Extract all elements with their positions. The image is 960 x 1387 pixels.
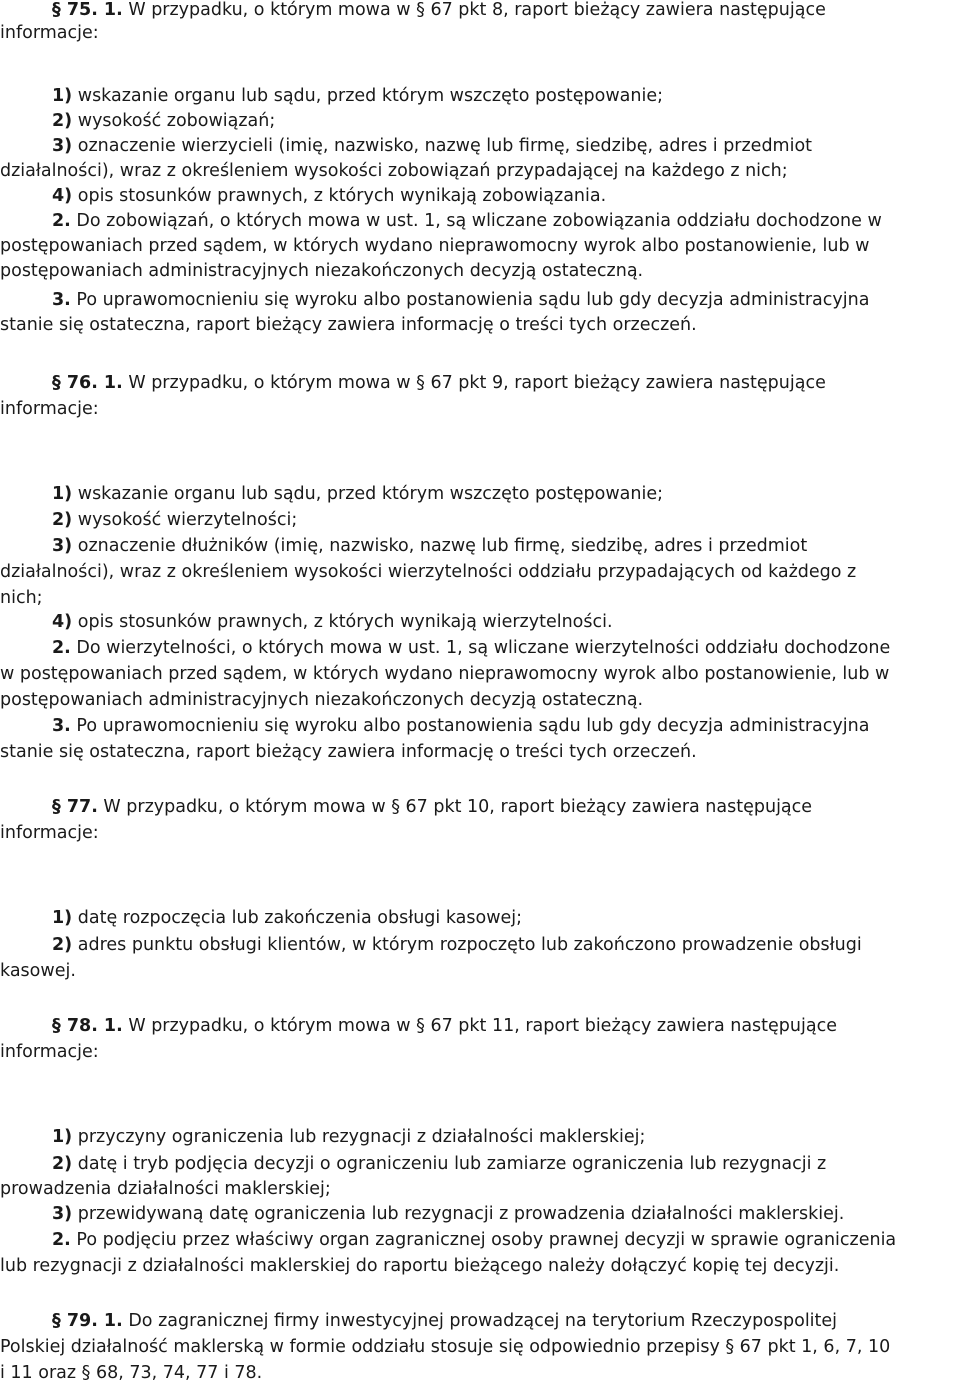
section-number: § 76. 1.	[52, 373, 123, 393]
s78-item-2-cont: prowadzenia działalności maklerskiej;	[0, 1179, 331, 1199]
item-number: 2)	[52, 935, 73, 955]
s75-para-3	[52, 288, 869, 312]
para-number: 3.	[52, 290, 71, 310]
s76-item-2	[52, 508, 297, 532]
item-number: 2)	[52, 1154, 73, 1174]
section-75-heading	[52, 0, 826, 22]
section-75-heading-cont: informacje:	[0, 23, 99, 43]
s75-item-2	[52, 109, 275, 133]
section-77-heading-cont: informacje:	[0, 823, 99, 843]
item-text: datę i tryb podjęcia decyzji o ograniczeniu lub zamiarze ograniczenia lub rezygnacji z	[72, 1154, 827, 1174]
item-number: 4)	[52, 612, 73, 632]
item-number: 3)	[52, 536, 73, 556]
s78-para-2-cont: lub rezygnacji z działalności maklerskiej do raportu bieżącego należy dołączyć kopię tej decyzji.	[0, 1256, 840, 1276]
item-text: wskazanie organu lub sądu, przed którym wszczęto postępowanie;	[72, 86, 664, 106]
s75-item-1	[52, 84, 663, 108]
s78-item-1	[52, 1125, 645, 1149]
item-number: 3)	[52, 1204, 73, 1224]
item-number: 2)	[52, 510, 73, 530]
section-text: W przypadku, o którym mowa w § 67 pkt 9, raport bieżący zawiera następujące	[122, 373, 826, 393]
para-text: Po uprawomocnieniu się wyroku albo postanowienia sądu lub gdy decyzja administracyjna	[70, 716, 870, 736]
item-text: przewidywaną datę ograniczenia lub rezygnacji z prowadzenia działalności maklerskiej.	[72, 1204, 845, 1224]
item-number: 2)	[52, 111, 73, 131]
para-number: 2.	[52, 1230, 71, 1250]
para-text: Po podjęciu przez właściwy organ zagranicznej osoby prawnej decyzji w sprawie ograniczenia	[70, 1230, 897, 1250]
s78-item-3	[52, 1202, 844, 1226]
s76-para-2-cont1: w postępowaniach przed sądem, w których wydano nieprawomocny wyrok albo postanowienie, lub w	[0, 664, 890, 684]
s76-item-3-cont1: działalności), wraz z określeniem wysokości wierzytelności oddziału przypadających od każdego z	[0, 562, 857, 582]
para-number: 2.	[52, 211, 71, 231]
item-text: oznaczenie dłużników (imię, nazwisko, nazwę lub firmę, siedzibę, adres i przedmiot	[72, 536, 808, 556]
item-text: przyczyny ograniczenia lub rezygnacji z działalności maklerskiej;	[72, 1127, 646, 1147]
item-text: datę rozpoczęcia lub zakończenia obsługi kasowej;	[72, 908, 523, 928]
s75-para-2-cont1: postępowaniach przed sądem, w których wydano nieprawomocny wyrok albo postanowienie, lub w	[0, 236, 870, 256]
para-text: Do zobowiązań, o których mowa w ust. 1, są wliczane zobowiązania oddziału dochodzone w	[70, 211, 882, 231]
section-76-heading	[52, 371, 826, 395]
item-text: wysokość wierzytelności;	[72, 510, 298, 530]
s76-item-1	[52, 482, 663, 506]
s75-item-4	[52, 184, 606, 208]
section-78-heading-cont: informacje:	[0, 1042, 99, 1062]
para-number: 2.	[52, 638, 71, 658]
item-number: 3)	[52, 136, 73, 156]
para-number: 3.	[52, 716, 71, 736]
section-text: W przypadku, o którym mowa w § 67 pkt 11, raport bieżący zawiera następujące	[122, 1016, 837, 1036]
section-number: § 75. 1.	[52, 0, 123, 20]
section-text: W przypadku, o którym mowa w § 67 pkt 8, raport bieżący zawiera następujące	[122, 0, 826, 20]
section-76-heading-cont: informacje:	[0, 399, 99, 419]
s77-item-2	[52, 933, 862, 957]
item-number: 4)	[52, 186, 73, 206]
s78-para-2	[52, 1228, 896, 1252]
item-text: opis stosunków prawnych, z których wynikają zobowiązania.	[72, 186, 607, 206]
s76-item-3-cont2: nich;	[0, 588, 43, 608]
s76-para-3-cont: stanie się ostateczna, raport bieżący zawiera informację o treści tych orzeczeń.	[0, 742, 697, 762]
s75-item-3-cont: działalności), wraz z określeniem wysokości zobowiązań przypadającej na każdego z nich;	[0, 161, 788, 181]
s76-para-2-cont2: postępowaniach administracyjnych niezakończonych decyzją ostateczną.	[0, 690, 644, 710]
item-text: wysokość zobowiązań;	[72, 111, 276, 131]
item-number: 1)	[52, 86, 73, 106]
s77-item-1	[52, 906, 522, 930]
section-number: § 78. 1.	[52, 1016, 123, 1036]
item-text: wskazanie organu lub sądu, przed którym wszczęto postępowanie;	[72, 484, 664, 504]
section-text: Do zagranicznej firmy inwestycyjnej prowadzącej na terytorium Rzeczypospolitej	[122, 1311, 838, 1331]
para-text: Do wierzytelności, o których mowa w ust. 1, są wliczane wierzytelności oddziału dochodzone	[70, 638, 891, 658]
s76-para-2	[52, 636, 890, 660]
s76-item-4	[52, 610, 613, 634]
s76-para-3	[52, 714, 869, 738]
s79-cont-2: i 11 oraz § 68, 73, 74, 77 i 78.	[0, 1363, 263, 1383]
section-text: W przypadku, o którym mowa w § 67 pkt 10, raport bieżący zawiera następujące	[97, 797, 813, 817]
item-text: oznaczenie wierzycieli (imię, nazwisko, nazwę lub firmę, siedzibę, adres i przedmiot	[72, 136, 813, 156]
s75-para-3-cont: stanie się ostateczna, raport bieżący zawiera informację o treści tych orzeczeń.	[0, 315, 697, 335]
s75-item-3	[52, 134, 812, 158]
section-number: § 77.	[52, 797, 98, 817]
section-number: § 79. 1.	[52, 1311, 123, 1331]
item-number: 1)	[52, 484, 73, 504]
para-text: Po uprawomocnieniu się wyroku albo postanowienia sądu lub gdy decyzja administracyjna	[70, 290, 870, 310]
section-79-heading	[52, 1309, 837, 1333]
section-77-heading	[52, 795, 812, 819]
item-number: 1)	[52, 908, 73, 928]
s77-item-2-cont: kasowej.	[0, 961, 76, 981]
s75-para-2-cont2: postępowaniach administracyjnych niezakończonych decyzją ostateczną.	[0, 261, 644, 281]
item-text: adres punktu obsługi klientów, w którym rozpoczęto lub zakończono prowadzenie obsługi	[72, 935, 862, 955]
s76-item-3	[52, 534, 807, 558]
item-text: opis stosunków prawnych, z których wynikają wierzytelności.	[72, 612, 613, 632]
s78-item-2	[52, 1152, 826, 1176]
item-number: 1)	[52, 1127, 73, 1147]
s79-cont-1: Polskiej działalność maklerską w formie oddziału stosuje się odpowiednio przepisy § 67 pkt 1, 6, 7, 10	[0, 1337, 891, 1357]
s75-para-2	[52, 209, 882, 233]
section-78-heading	[52, 1014, 837, 1038]
